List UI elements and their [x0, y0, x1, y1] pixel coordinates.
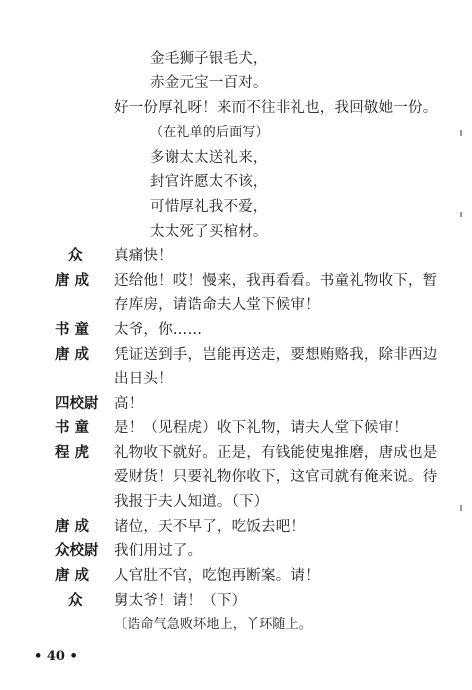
- scan-mark: [460, 212, 462, 217]
- dialogue-line: 太爷，你……: [114, 322, 203, 338]
- dialogue-line: 我报于夫人知道。（下）: [114, 494, 269, 510]
- dialogue-line: 出日头！: [114, 371, 173, 387]
- dialogue-line: 人官肚不官，吃饱再断案。请！: [114, 568, 320, 584]
- speaker-label: 唐 成: [55, 346, 90, 363]
- speaker-label: 众: [68, 592, 83, 609]
- stage-direction: （在礼单的后面写）: [150, 125, 269, 140]
- speaker-label: 唐 成: [55, 518, 90, 535]
- dialogue-line: 好一份厚礼呀！来而不往非礼也，我回敬她一份。: [114, 100, 438, 116]
- dialogue-line: 礼物收下就好。正是，有钱能使鬼推磨，唐成也是: [114, 445, 438, 461]
- dialogue-line: 存库房，请诰命夫人堂下候审！: [114, 297, 320, 313]
- speaker-label: 四校尉: [55, 395, 99, 412]
- stage-direction: 〔诰命气急败坏地上，丫环随上。: [114, 617, 313, 632]
- dialogue-line: 爱财货！只要礼物你收下，这官司就有俺来说。待: [114, 469, 438, 485]
- speaker-label: 唐 成: [55, 567, 90, 584]
- verse-line: 金毛狮子银毛犬，: [150, 51, 268, 67]
- dialogue-line: 还给他！哎！慢来，我再看看。书童礼物收下，暂: [114, 273, 438, 289]
- page-number: • 40 •: [34, 649, 78, 664]
- speaker-label: 书 童: [55, 321, 90, 338]
- verse-line: 封官许愿太不该，: [150, 174, 268, 190]
- verse-line: 太太死了买棺材。: [150, 224, 268, 240]
- dialogue-line: 凭证送到手，岂能再送走，要想贿赂我，除非西边: [114, 347, 438, 363]
- speaker-label: 众: [68, 247, 83, 264]
- verse-line: 多谢太太送礼来，: [150, 150, 268, 166]
- scan-mark: [460, 130, 462, 136]
- dialogue-line: 高！: [114, 396, 144, 412]
- verse-line: 赤金元宝一百对。: [150, 75, 268, 91]
- scan-mark: [460, 505, 462, 511]
- speaker-label: 众校尉: [55, 542, 99, 559]
- speaker-label: 书 童: [55, 419, 90, 436]
- dialogue-line: 是！（见程虎）收下礼物，请夫人堂下候审！: [114, 420, 408, 436]
- dialogue-line: 我们用过了。: [114, 543, 203, 559]
- speaker-label: 程 虎: [55, 444, 90, 461]
- speaker-label: 唐 成: [55, 272, 90, 289]
- verse-line: 可惜厚礼我不爱，: [150, 199, 268, 215]
- dialogue-line: 诸位，天不早了，吃饭去吧！: [114, 519, 306, 535]
- dialogue-line: 舅太爷！请！（下）: [114, 593, 247, 609]
- dialogue-line: 真痛快！: [114, 248, 173, 264]
